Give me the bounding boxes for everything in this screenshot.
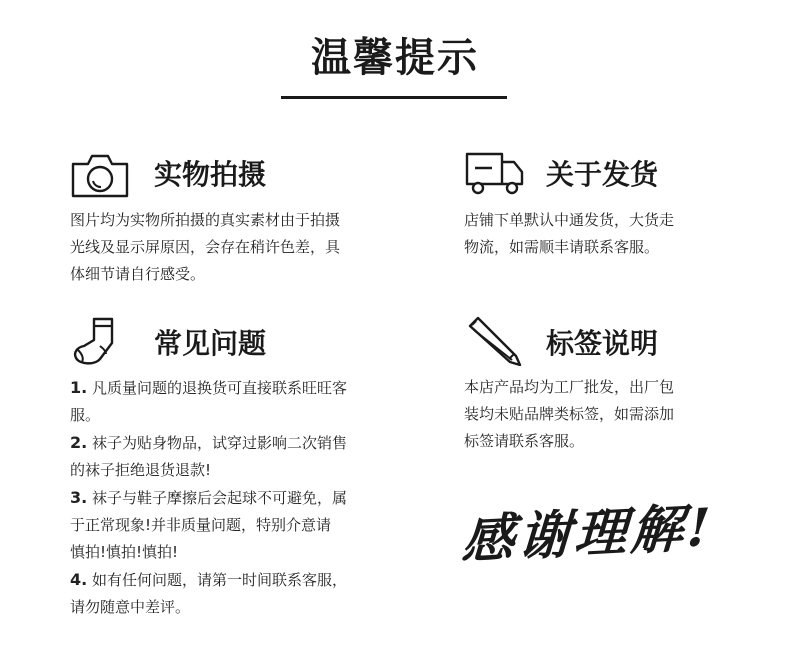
faq-item-text: 袜子为贴身物品，试穿过影响二次销售: [87, 434, 347, 452]
faq-item: [70, 484, 410, 512]
faq-item: [70, 429, 410, 457]
section-photo-heading: 实物拍摄: [154, 158, 267, 191]
section-labels-text: [464, 374, 764, 455]
text-line: 装均未贴品牌类标签，如需添加: [464, 405, 675, 423]
section-faq: [70, 316, 410, 626]
section-faq-heading: 常见问题: [154, 327, 267, 360]
camera-icon: [70, 150, 130, 200]
section-photo-text: [70, 207, 400, 288]
section-photo: [70, 150, 400, 290]
faq-item-continued: 的袜子拒绝退货退款!: [70, 461, 212, 479]
faq-item-text: 如有任何问题，请第一时间联系客服，: [87, 571, 347, 589]
text-line: 本店产品均为工厂批发，出厂包: [464, 378, 675, 396]
text-line: 物流，如需顺丰请联系客服。: [464, 238, 660, 256]
faq-item-continued: 服。: [70, 406, 101, 424]
faq-item-text: 凡质量问题的退换货可直接联系旺旺客: [87, 379, 347, 397]
title-underline: [281, 96, 507, 99]
section-shipping: [464, 150, 764, 270]
faq-item-continued: 于正常现象!并非质量问题，特别介意请: [70, 516, 332, 534]
section-labels: [464, 316, 764, 466]
faq-item-continued: 请勿随意中差评。: [70, 598, 191, 616]
faq-item: [70, 566, 410, 594]
text-line: 图片均为实物所拍摄的真实素材由于拍摄: [70, 211, 341, 229]
section-shipping-heading: 关于发货: [546, 158, 659, 191]
section-labels-heading: 标签说明: [546, 327, 659, 360]
faq-item: [70, 374, 410, 402]
text-line: 标签请联系客服。: [464, 432, 585, 450]
faq-item-number: 3.: [70, 488, 88, 507]
section-shipping-text: [464, 207, 764, 261]
sock-icon: [70, 316, 120, 366]
delivery-truck-icon: [464, 150, 526, 196]
text-line: 店铺下单默认中通发货，大货走: [464, 211, 675, 229]
thank-you-calligraphy: 感谢理解!: [460, 496, 716, 571]
section-faq-list: [70, 374, 410, 621]
faq-item-number: 1.: [70, 378, 88, 397]
faq-item-text: 袜子与鞋子摩擦后会起球不可避免，属: [87, 489, 347, 507]
pencil-icon: [464, 316, 524, 366]
faq-item-number: 4.: [70, 570, 88, 589]
text-line: 光线及显示屏原因，会存在稍许色差，具: [70, 238, 341, 256]
text-line: 体细节请自行感受。: [70, 265, 206, 283]
faq-item-continued: 慎拍!慎拍!慎拍!: [70, 543, 179, 561]
faq-item-number: 2.: [70, 433, 88, 452]
page-title: 温馨提示: [311, 35, 479, 81]
